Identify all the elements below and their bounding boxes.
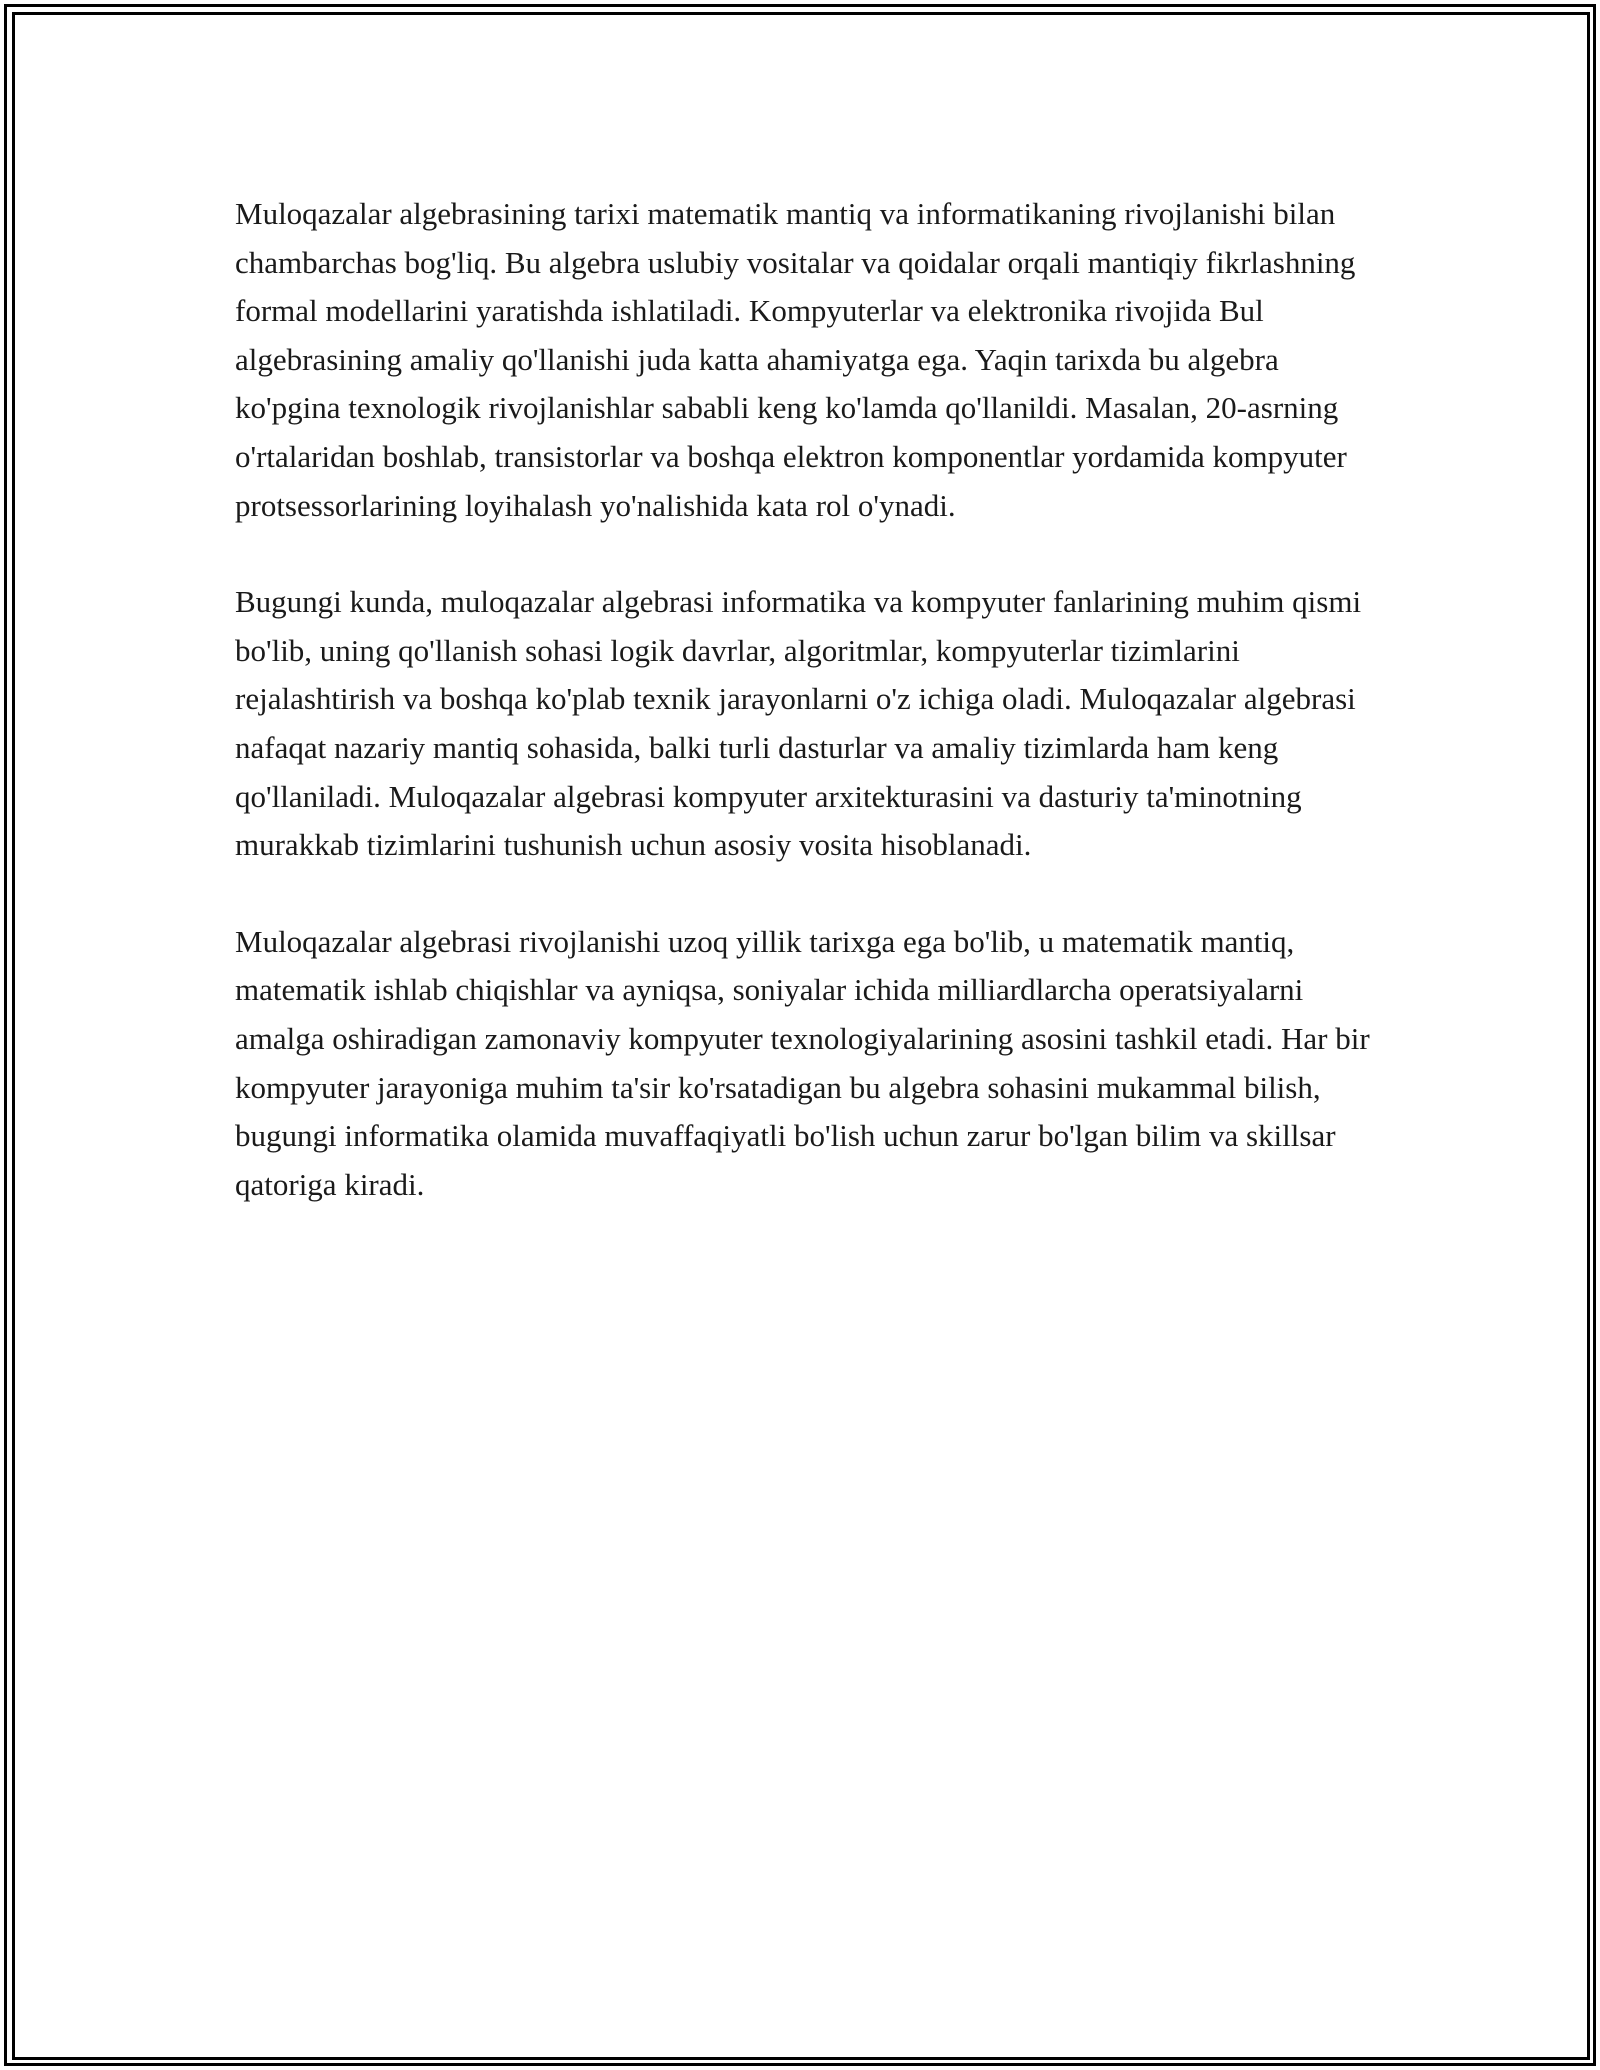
- document-body: [235, 190, 1385, 1257]
- paragraph-1: Muloqazalar algebrasining tarixi matematik mantiq va informatikaning rivojlanishi bilan chambarchas bog'liq. Bu algebra uslubiy vositalar va qoidalar orqali mantiqiy fikrlashning formal modellarini yaratishda ishlatiladi. Kompyuterlar va elektronika rivojida Bul algebrasining amaliy qo'llanishi juda katta ahamiyatga ega. Yaqin tarixda bu algebra ko'pgina texnologik rivojlanishlar sababli keng ko'lamda qo'llanildi. Masalan, 20-asrning o'rtalaridan boshlab, transistorlar va boshqa elektron komponentlar yordamida kompyuter protsessorlarining loyihalash yo'nalishida kata rol o'ynadi.: [235, 196, 1356, 523]
- paragraph-2: Bugungi kunda, muloqazalar algebrasi informatika va kompyuter fanlarining muhim qismi bo'lib, uning qo'llanish sohasi logik davrlar, algoritmlar, kompyuterlar tizimlarini rejalashtirish va boshqa ko'plab texnik jarayonlarni o'z ichiga oladi. Muloqazalar algebrasi nafaqat nazariy mantiq sohasida, balki turli dasturlar va amaliy tizimlarda ham keng qo'llaniladi. Muloqazalar algebrasi kompyuter arxitekturasini va dasturiy ta'minotning murakkab tizimlarini tushunish uchun asosiy vosita hisoblanadi.: [235, 584, 1362, 863]
- paragraph-3: Muloqazalar algebrasi rivojlanishi uzoq yillik tarixga ega bo'lib, u matematik mantiq, matematik ishlab chiqishlar va ayniqsa, soniyalar ichida milliardlarcha operatsiyalarni amalga oshiradigan zamonaviy kompyuter texnologiyalarining asosini tashkil etadi. Har bir kompyuter jarayoniga muhim ta'sir ko'rsatadigan bu algebra sohasini mukammal bilish, bugungi informatika olamida muvaffaqiyatli bo'lish uchun zarur bo'lgan bilim va skillsar qatoriga kiradi.: [235, 923, 1370, 1202]
